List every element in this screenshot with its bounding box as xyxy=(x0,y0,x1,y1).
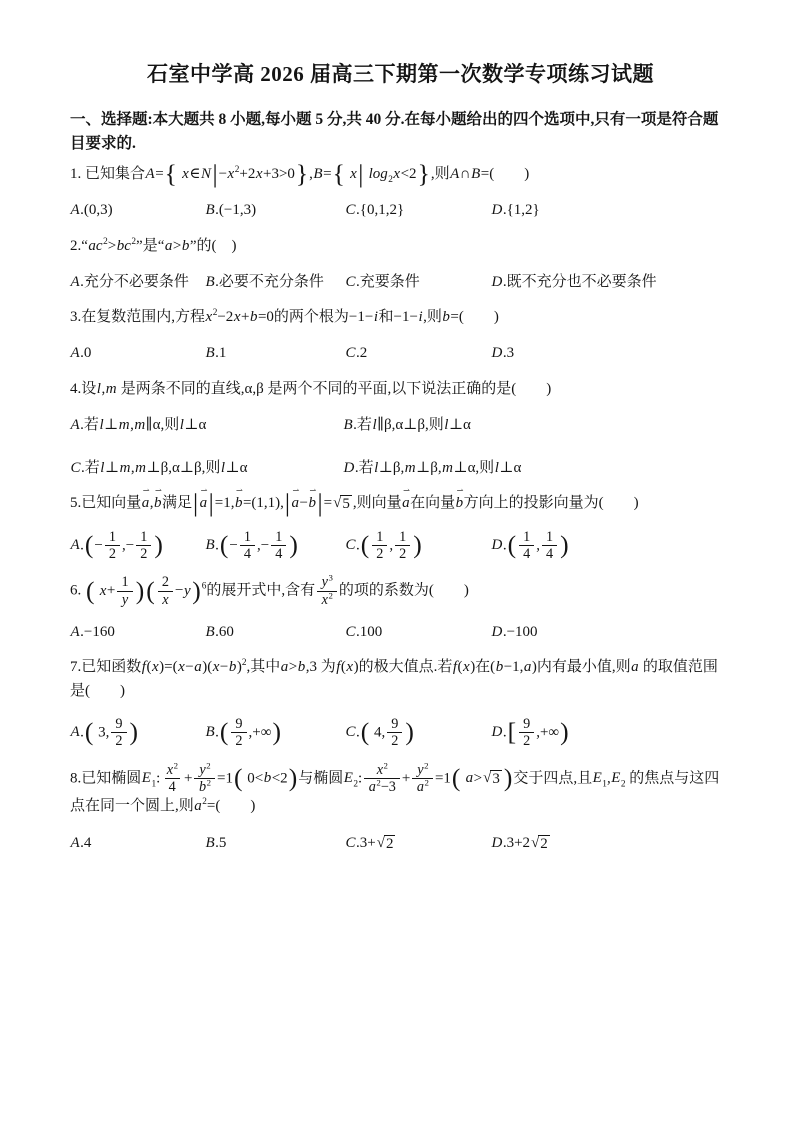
question-6-option-c: C.100 xyxy=(345,624,383,641)
question-4-option-d: D.若l⊥β,m⊥β,m⊥α,则l⊥α xyxy=(343,460,522,477)
question-2-stem: $2.“ac^2>bc^2$”是“a>b”的( ) xyxy=(70,236,237,254)
question-8-option-a: A.4 xyxy=(70,834,92,851)
question-7-option-a: A.( 3, $\frac{9}{2}$ ) xyxy=(70,715,139,750)
question-3-option-d: D.3 xyxy=(491,345,515,362)
section-heading: 一、选择题:本大题共 8 小题,每小题 5 分,共 40 分.在每小题给出的四个选项中,只有一项是符合题目要求的. xyxy=(70,111,719,153)
question-2-option-b: B.必要不充分条件 xyxy=(205,273,324,290)
question-6 xyxy=(70,574,731,644)
question-2-option-c: C.充要条件 xyxy=(345,273,420,290)
question-5-option-b: B.(− $\frac{1}{4}$ ,− $\frac{1}{4}$ ) xyxy=(205,528,298,562)
question-8-options xyxy=(70,832,731,855)
question-7-option-b: B.( $\frac{9}{2}$ ,+∞) xyxy=(205,715,281,750)
question-2-option-d: D.既不充分也不必要条件 xyxy=(491,273,657,290)
question-4 xyxy=(70,378,731,481)
question-3 xyxy=(70,306,731,366)
question-8-option-d: D.3+2 √ 2 xyxy=(491,834,548,852)
question-6-option-b: B.60 xyxy=(205,624,234,641)
question-3-option-a: A.0 xyxy=(70,345,92,362)
question-7 xyxy=(70,656,731,749)
question-6-stem: 6. ( x+ $\frac{1}{y}$ )( $\frac{2}{x}$ −y)$^6$的展开式中,含有 $\frac{y^3}{x^2}$ 的项的系数为( ) xyxy=(70,572,469,608)
question-7-options xyxy=(70,716,731,750)
question-3-options xyxy=(70,342,731,365)
question-7-option-c: C.( 4, $\frac{9}{2}$ ) xyxy=(345,715,414,750)
question-8-stem: 8.已知椭圆$E_1$: $\frac{x^2}{4}$ + $\frac{y^2}{b^2}$ =1( 0<b<2)与椭圆$E_2$: $\frac{x^2}{a^2-3}$ + $\frac{y^2}{a^2}$ =1( a> √ 3 )交于四点,且$E_1,E_2$ 的焦点与这四点在同一个圆上,则$a^2=$( ) xyxy=(70,759,720,815)
question-4-option-b: B.若l∥β,α⊥β,则l⊥α xyxy=(343,416,471,433)
question-4-options xyxy=(70,414,731,481)
page-title: 石室中学高 2026 届高三下期第一次数学专项练习试题 xyxy=(147,62,654,86)
question-5 xyxy=(70,486,731,562)
question-5-option-c: C.( $\frac{1}{2}$ , $\frac{1}{2}$ ) xyxy=(345,528,422,562)
question-5-stem: 5.已知向量 ⇀ a, ⇀ b满足| ⇀ a|=1, ⇀ b=(1,1),| ⇀ a− ⇀ b|= √ 5 ,则向量 ⇀ a在向量 ⇀ b方向上的投影向量为( ) xyxy=(70,486,639,518)
question-4-stem: 4.设l,m 是两条不同的直线,α,β 是两个不同的平面,以下说法正确的是( ) xyxy=(70,380,552,397)
question-1-option-a: A.(0,3) xyxy=(70,202,113,219)
question-8-option-c: C.3+ √ 2 xyxy=(345,834,394,852)
question-8-option-b: B.5 xyxy=(205,834,227,851)
question-8 xyxy=(70,759,731,855)
question-6-option-a: A.−160 xyxy=(70,624,115,641)
question-1-option-d: D.{1,2} xyxy=(491,202,540,219)
question-2-option-a: A.充分不必要条件 xyxy=(70,273,189,290)
question-6-option-d: D.−100 xyxy=(491,624,538,641)
question-4-option-c: C.若l⊥m,m⊥β,α⊥β,则l⊥α xyxy=(70,460,248,477)
question-2-options xyxy=(70,271,731,294)
question-7-option-d: D.[ $\frac{9}{2}$ ,+∞) xyxy=(491,715,569,750)
question-1-option-c: C.{0,1,2} xyxy=(345,202,405,219)
question-5-options xyxy=(70,529,731,563)
question-3-option-b: B.1 xyxy=(205,345,227,362)
question-4-option-a: A.若l⊥m,m∥α,则l⊥α xyxy=(70,416,207,433)
question-1-option-b: B.(−1,3) xyxy=(205,202,257,219)
question-1 xyxy=(70,159,731,223)
question-1-options xyxy=(70,199,731,222)
question-3-stem: 3.在复数范围内,方程$x^2-2x+b=0$的两个根为−1−i和−1−i,则b=( ) xyxy=(70,308,499,326)
question-2 xyxy=(70,235,731,295)
question-5-option-d: D.( $\frac{1}{4}$ , $\frac{1}{4}$ ) xyxy=(491,528,569,562)
question-1-stem: 1. 已知集合A={ $x\in N|-x^2+2x+3>0\},B=${ x| $\log_2x<2$},则A∩B=( ) xyxy=(70,159,530,189)
question-6-options xyxy=(70,621,731,644)
question-5-option-a: A.(− $\frac{1}{2}$ ,− $\frac{1}{2}$ ) xyxy=(70,528,163,562)
question-3-option-c: C.2 xyxy=(345,345,368,362)
question-7-stem: 7.已知函数$f(x)=(x-a)(x-b)^2$,其中a>b,3 为f(x)的极大值点.若f(x)在(b−1,a)内有最小值,则a 的取值范围是( ) xyxy=(70,658,718,699)
